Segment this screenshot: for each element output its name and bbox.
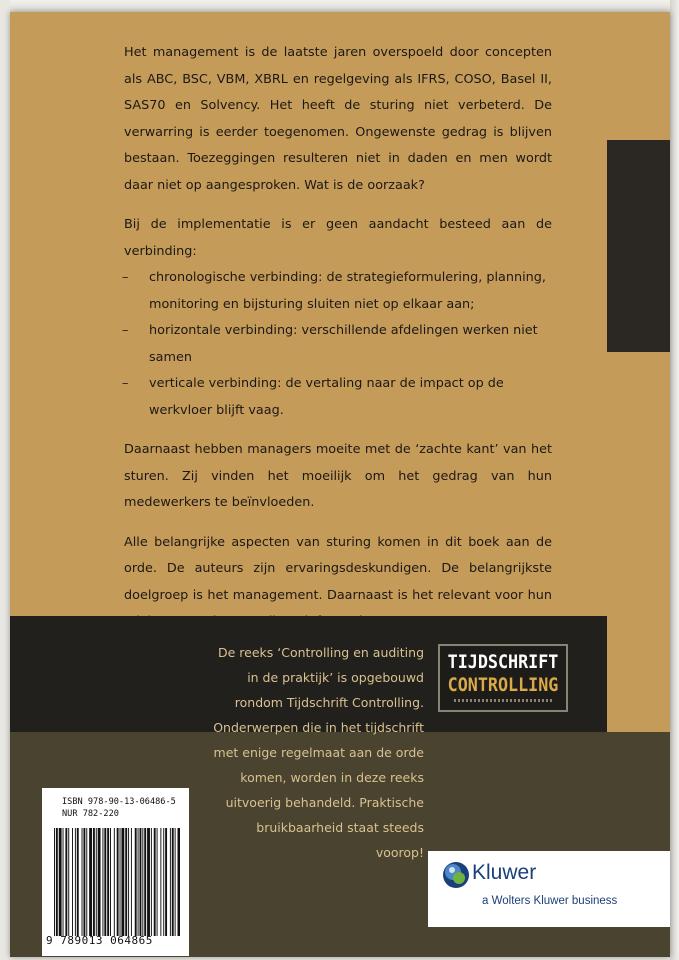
barcode-bar	[86, 828, 87, 936]
barcode-label	[42, 788, 189, 956]
blurb-line: in de praktijk’ is opgebouwd	[247, 670, 424, 685]
tijdschrift-controlling-logo	[438, 644, 568, 712]
list-dash: –	[122, 376, 129, 391]
blurb-line: komen, worden in deze reeks	[240, 770, 424, 785]
barcode-bar	[142, 828, 143, 936]
barcode-bar	[89, 828, 92, 936]
blurb-line: Onderwerpen die in het tijdschrift	[213, 720, 424, 735]
barcode-bar	[172, 828, 174, 936]
barcode-bar	[98, 828, 101, 936]
barcode-bar	[114, 828, 115, 936]
barcode-bar	[121, 828, 124, 936]
logo-line-2: CONTROLLING	[447, 674, 559, 696]
barcode-bar	[110, 828, 111, 936]
barcode-bar	[68, 828, 69, 936]
barcode-bar	[147, 828, 150, 936]
list-item: – chronologische verbinding: de strategieformulering, planning, monitoring en bijsturing sluiten niet op elkaar aan;	[124, 265, 552, 318]
barcode-bar	[83, 828, 85, 936]
barcode-bar	[140, 828, 142, 936]
paragraph-aspects: Alle belangrijke aspecten van sturing komen in dit boek aan de orde. De auteurs zijn ervaringsdeskundigen. De belangrijkste doelgroep is het management. Daarnaast is het relevant voor hun	[124, 534, 552, 603]
barcode-digits: 9 789013 064865	[46, 934, 153, 947]
back-cover-text	[124, 40, 552, 675]
book-back-cover	[10, 12, 670, 957]
publisher-box	[428, 851, 670, 927]
barcode-bar	[65, 828, 67, 936]
nur-code: NUR 782-220	[62, 809, 119, 819]
publisher-tagline: a Wolters Kluwer business	[482, 895, 618, 907]
blurb-line: uitvoerig behandeld. Praktische	[225, 795, 424, 810]
paragraph-implementation: Bij de implementatie is er geen aandacht besteed aan de verbinding:	[124, 217, 552, 259]
barcode-bar	[125, 828, 127, 936]
barcode-bar	[165, 828, 167, 936]
paragraph-intro: Het management is de laatste jaren overspoeld door concepten als ABC, BSC, VBM, XBRL en regelgeving als IFRS, COSO, Basel II, SAS70 en Solvency. Het heeft de sturing niet verbeterd. De verwarring is eerder toegenomen. Ongewenste gedrag is blijven bestaan. Toezeggingen resulteren niet in daden en men wordt daar niet op aangesproken. Wat is de oorzaak?	[124, 45, 552, 193]
barcode-bar	[138, 828, 139, 936]
barcode-bar	[163, 828, 164, 936]
barcode-bar	[157, 828, 158, 936]
barcode-bar	[63, 828, 64, 936]
barcode-bar	[117, 828, 119, 936]
page-right-edge	[670, 0, 679, 960]
isbn-text	[62, 796, 176, 820]
connection-list	[124, 265, 552, 424]
list-dash: –	[122, 270, 129, 285]
barcode-bars	[54, 828, 180, 936]
dark-side-tab	[607, 140, 670, 352]
list-item: – horizontale verbinding: verschillende afdelingen werken niet samen	[124, 318, 552, 371]
blurb-line: De reeks ‘Controlling en auditing	[218, 645, 424, 660]
series-blurb	[206, 640, 424, 865]
blurb-line: bruikbaarheid staat steeds voorop!	[256, 820, 424, 860]
barcode-bar	[178, 828, 181, 936]
barcode-bar	[102, 828, 103, 936]
isbn-number: ISBN 978-90-13-06486-5	[62, 797, 176, 807]
paragraph-soft-side: Daarnaast hebben managers moeite met de ‘zachte kant’ van het sturen. Zij vinden het moeilijk om het gedrag van hun medewerkers te beïnvloeden.	[124, 442, 552, 510]
barcode-bar	[59, 828, 62, 936]
barcode-bar	[56, 828, 58, 936]
publisher-name: Kluwer	[472, 861, 537, 884]
barcode-bar	[170, 828, 171, 936]
logo-line-1: TIJDSCHRIFT	[447, 651, 559, 673]
barcode-bar	[93, 828, 95, 936]
barcode-bar	[151, 828, 152, 936]
barcode-bar	[54, 828, 55, 936]
list-item: – verticale verbinding: de vertaling naar de impact op de werkvloer blijft vaag.	[124, 371, 552, 424]
list-dash: –	[122, 323, 129, 338]
barcode-bar	[72, 828, 73, 936]
barcode-bar	[120, 828, 121, 936]
barcode-bar	[131, 828, 132, 936]
barcode-bar	[154, 828, 156, 936]
logo-underline	[454, 699, 552, 702]
blurb-line: rondom Tijdschrift Controlling.	[234, 695, 424, 710]
kluwer-globe-icon	[442, 861, 470, 889]
barcode-bar	[175, 828, 176, 936]
blurb-line: met enige regelmaat aan de orde	[213, 745, 424, 760]
barcode-bar	[135, 828, 137, 936]
barcode-bar	[128, 828, 129, 936]
barcode-bar	[107, 828, 109, 936]
barcode-bar	[160, 828, 161, 936]
barcode-bar	[104, 828, 106, 936]
barcode-bar	[144, 828, 146, 936]
barcode-bar	[75, 828, 76, 936]
barcode-bar	[96, 828, 97, 936]
barcode-bar	[77, 828, 79, 936]
barcode-bar	[82, 828, 83, 936]
